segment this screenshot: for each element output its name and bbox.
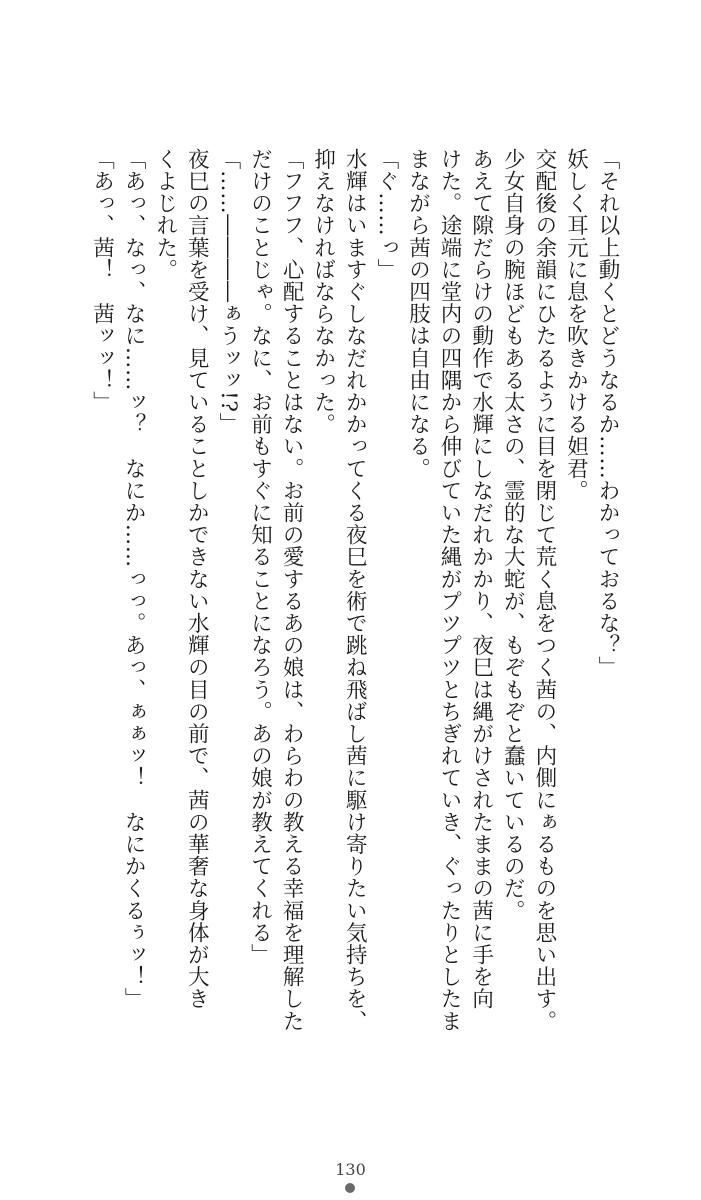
text-line: 妖しく耳元に息を吹きかける妲君。 <box>563 148 589 502</box>
text-line: 「あっ、なっ、なに……ッ？ なにか……っっ。あっ、ぁぁッ！ なにかくるぅッ！」 <box>121 148 147 1010</box>
text-line: 「……――――ぁうッッ!?」 <box>215 148 241 435</box>
text-line: 少女自身の腕ほどもある太さの、霊的な大蛇が、もぞもぞと蠢いているのだ。 <box>500 148 526 922</box>
text-line: だけのことじゃ。なに、お前もすぐに知ることになろう。あの娘が教えてくれる」 <box>247 148 273 966</box>
page-number: 130 <box>335 1160 366 1179</box>
text-line: 「ぐ……っ」 <box>373 148 399 281</box>
text-line: 「それ以上動くとどうなるか……わかっておるな？」 <box>595 148 620 679</box>
text-line: 「あっ、茜！ 茜ッッ！」 <box>89 148 115 414</box>
page-ornament-dot <box>345 1183 355 1193</box>
text-line: 水輝はいますぐしなだれかかってくる夜巳を術で跳ね飛ばし茜に駆け寄りたい気持ちを、 <box>342 148 368 1032</box>
text-line: くよじれた。 <box>152 148 178 281</box>
text-line: あえて隙だらけの動作で水輝にしなだれかかり、夜巳は縄がけされたままの茜に手を向 <box>468 148 494 1010</box>
text-line: けた。途端に堂内の四隅から伸びていた縄がプツプツとちぎれていき、ぐったりとしたま <box>437 148 463 1032</box>
text-line: 夜巳の言葉を受け、見ていることしかできない水輝の目の前で、茜の華奢な身体が大き <box>184 148 210 1010</box>
text-line: まながら茜の四肢は自由になる。 <box>405 148 431 480</box>
vertical-text-body <box>86 148 623 1083</box>
text-line: 抑えなければならなかった。 <box>310 148 336 436</box>
text-line: 「フフフ、心配することはない。お前の愛するあの娘は、わらわの教える幸福を理解した <box>279 148 305 1032</box>
text-line: 交配後の余韻にひたるように目を閉じて荒く息をつく茜の、内側にぁるものを思い出す。 <box>531 148 557 1032</box>
